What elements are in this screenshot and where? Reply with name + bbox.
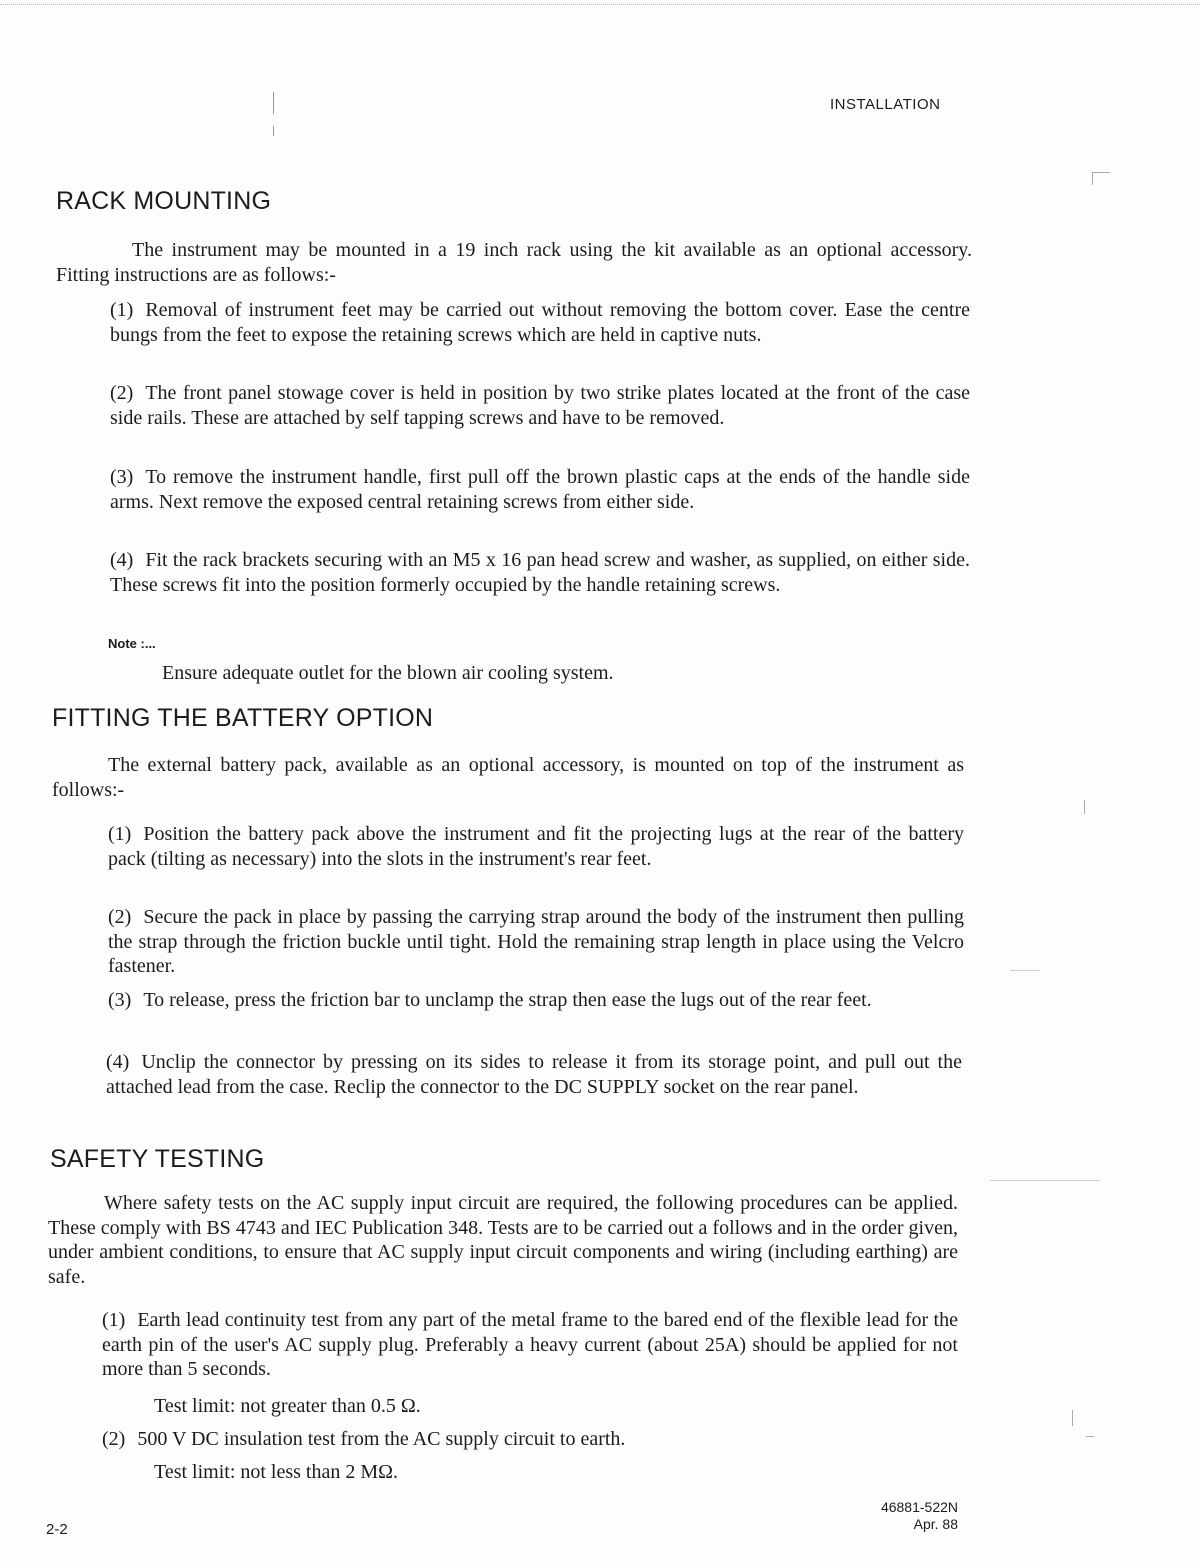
- scan-speck: [990, 1180, 1100, 1181]
- item-text: Earth lead continuity test from any part of the metal frame to the bared end of the flexible lead for the earth pin of the user's AC supply plug. Preferably a heavy current (about 25A) should be applied for not more than 5 seconds.: [102, 1309, 958, 1380]
- item-text: To release, press the friction bar to unclamp the strap then ease the lugs out of the rear feet.: [143, 989, 872, 1011]
- item-number: (2): [102, 1428, 126, 1450]
- item-text: Removal of instrument feet may be carried out without removing the bottom cover. Ease the centre bungs from the feet to expose the retaining screws which are held in captive nuts.: [110, 299, 970, 346]
- item-text: Secure the pack in place by passing the carrying strap around the body of the instrument then pulling the strap through the friction buckle until tight. Hold the remaining strap length in place using the Velcro fastener.: [108, 906, 964, 977]
- item-text: To remove the instrument handle, first pull off the brown plastic caps at the ends of the handle side arms. Next remove the exposed central retaining screws from either side.: [110, 466, 970, 513]
- item-text: The front panel stowage cover is held in position by two strike plates located at the front of the case side rails. These are attached by self tapping screws and have to be removed.: [110, 382, 970, 429]
- running-head: INSTALLATION: [830, 96, 941, 113]
- battery-intro: The external battery pack, available as an optional accessory, is mounted on top of the instrument as follows:-: [52, 754, 964, 801]
- item-number: (1): [110, 299, 134, 321]
- item-number: (3): [110, 466, 134, 488]
- scan-speck: [1084, 800, 1085, 814]
- section-title-rack-mounting: RACK MOUNTING: [56, 187, 272, 215]
- battery-item-1: [108, 822, 964, 871]
- item-number: (1): [102, 1309, 126, 1331]
- test-limit-1: Test limit: not greater than 0.5 Ω.: [154, 1395, 421, 1417]
- scan-speck: [1092, 173, 1093, 185]
- item-number: (4): [106, 1051, 130, 1073]
- scan-speck: [1086, 1436, 1094, 1437]
- item-text: Unclip the connector by pressing on its sides to release it from its storage point, and pull out the attached lead from the case. Reclip the connector to the DC SUPPLY socket on the rear panel.: [106, 1051, 962, 1098]
- doc-number: 46881-522N: [880, 1499, 958, 1515]
- scan-speck: [1072, 1410, 1073, 1426]
- note-text: Ensure adequate outlet for the blown air cooling system.: [162, 662, 614, 684]
- section-title-safety-testing: SAFETY TESTING: [50, 1145, 265, 1173]
- item-number: (3): [108, 989, 132, 1011]
- rack-item-3: [110, 465, 970, 514]
- safety-item-1: [102, 1308, 958, 1382]
- rack-intro: The instrument may be mounted in a 19 inch rack using the kit available as an optional accessory. Fitting instructions are as follows:-: [56, 239, 972, 286]
- page-number: 2-2: [46, 1521, 68, 1538]
- doc-reference: [838, 1499, 958, 1533]
- note-label: Note :...: [108, 636, 156, 651]
- item-number: (4): [110, 549, 134, 571]
- battery-item-3: [108, 988, 964, 1013]
- scan-speck: [1092, 172, 1110, 173]
- item-number: (2): [110, 382, 134, 404]
- top-edge-dots: [0, 4, 1200, 5]
- scan-mark: [273, 126, 274, 136]
- test-limit-2: Test limit: not less than 2 MΩ.: [154, 1461, 399, 1483]
- rack-item-2: [110, 381, 970, 430]
- battery-item-4: [106, 1050, 962, 1099]
- scan-mark: [273, 92, 274, 114]
- safety-intro: Where safety tests on the AC supply input circuit are required, the following procedures can be applied. These comply with BS 4743 and IEC Publication 348. Tests are to be carried out a follows and in the order given, under ambient conditions, to ensure that AC supply input circuit components and wiring (including earthing) are safe.: [48, 1192, 958, 1288]
- scan-speck: [1010, 970, 1040, 971]
- doc-date: Apr. 88: [913, 1516, 958, 1532]
- item-text: Fit the rack brackets securing with an M5 x 16 pan head screw and washer, as supplied, on either side. These screws fit into the position formerly occupied by the handle retaining screws.: [110, 549, 970, 596]
- item-number: (2): [108, 906, 132, 928]
- safety-item-2: [102, 1427, 958, 1452]
- rack-item-4: [110, 548, 970, 597]
- item-text: Position the battery pack above the instrument and fit the projecting lugs at the rear of the battery pack (tilting as necessary) into the slots in the instrument's rear feet.: [108, 823, 964, 870]
- item-number: (1): [108, 823, 132, 845]
- rack-item-1: [110, 298, 970, 347]
- item-text: 500 V DC insulation test from the AC supply circuit to earth.: [137, 1428, 626, 1450]
- section-title-battery-option: FITTING THE BATTERY OPTION: [52, 704, 434, 732]
- battery-item-2: [108, 905, 964, 979]
